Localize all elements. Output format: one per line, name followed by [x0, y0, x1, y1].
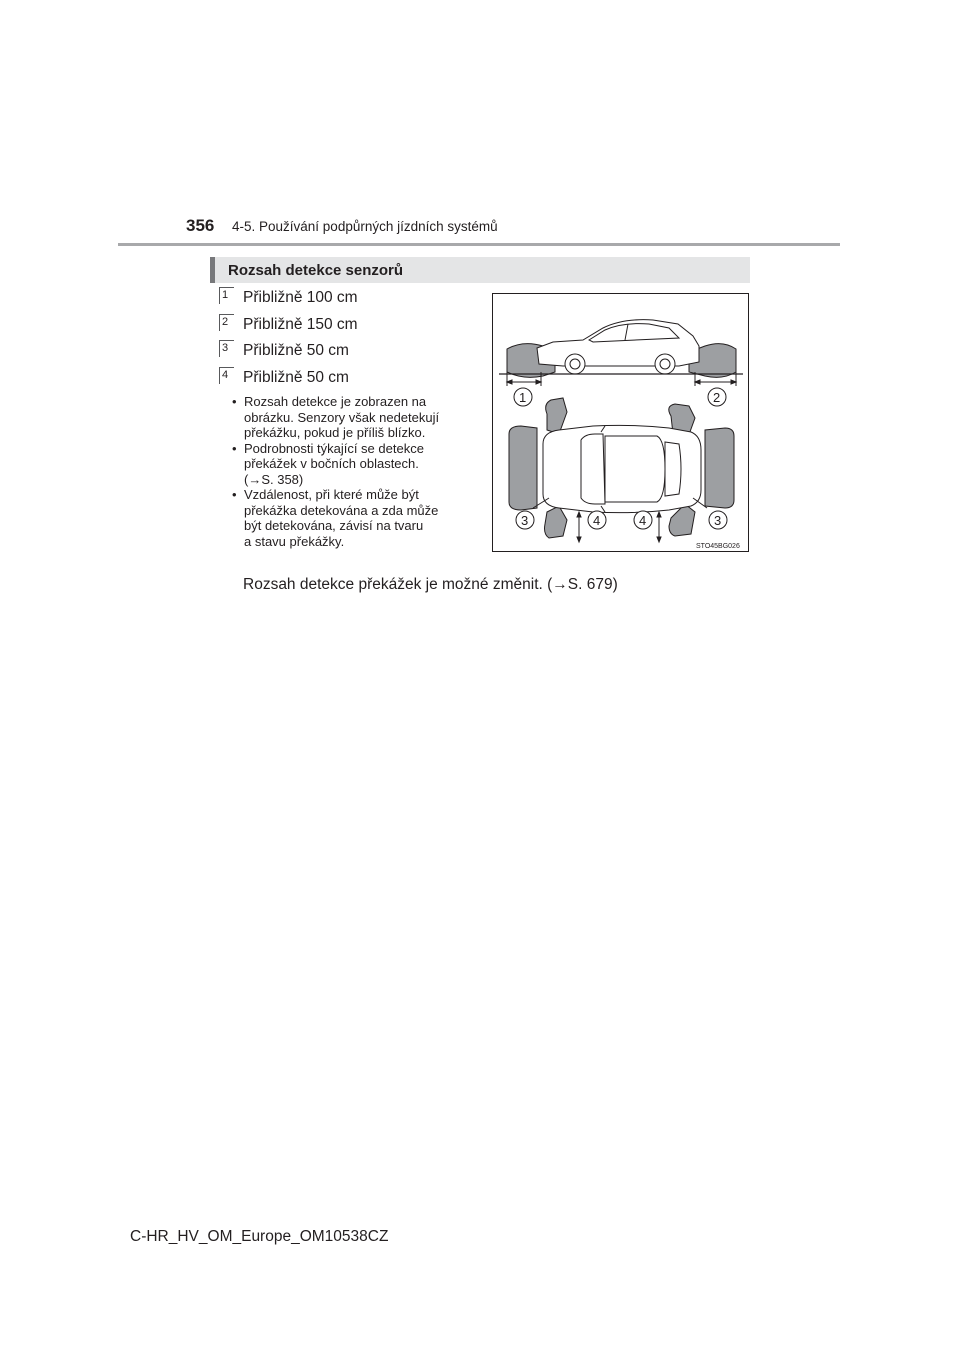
figure-code: STO45BG026 [696, 543, 740, 550]
front-wheel [565, 354, 585, 374]
top-view-car [509, 398, 734, 542]
item-text: Přibližně 50 cm [243, 369, 349, 386]
item-text: Přibližně 50 cm [243, 342, 349, 359]
note-line: a stavu překážky. [244, 533, 345, 549]
front-zone [509, 426, 537, 510]
side-view-car [499, 320, 743, 386]
notes-list [230, 394, 465, 549]
section-title: Rozsah detekce senzorů [228, 262, 404, 279]
document-id: C-HR_HV_OM_Europe_OM10538CZ [130, 1228, 389, 1245]
note-line: Vzdálenost, při které může být [244, 487, 419, 502]
note-line: Rozsah detekce je zobrazen na [244, 394, 427, 409]
note-line: být detekována, závisí na tvaru [244, 518, 424, 533]
front-right-corner-zone [545, 506, 568, 538]
note-bullet [230, 441, 465, 488]
note-line: Podrobnosti týkající se detekce [244, 440, 424, 456]
side-car-body [537, 320, 699, 366]
callout-label: 1 [519, 390, 527, 405]
chapter-title: 4-5. Používání podpůrných jízdních systémů [232, 219, 498, 234]
item-text: Přibližně 100 cm [243, 289, 358, 306]
note-bullet [230, 487, 465, 549]
sensor-range-figure [492, 293, 749, 552]
rear-wheel [655, 354, 675, 374]
callout-label: 3 [714, 513, 722, 528]
rear-zone [705, 428, 734, 508]
item-number: 3 [219, 340, 234, 357]
sensor-diagram [493, 294, 750, 553]
note-bullet [230, 394, 465, 441]
page-number: 356 [186, 216, 215, 235]
section-heading-bar [210, 257, 750, 283]
note-line: překážek v bočních oblastech. [244, 456, 419, 471]
front-left-corner-zone [546, 398, 567, 434]
item-text: Přibližně 150 cm [243, 316, 358, 333]
item-number: 2 [219, 314, 234, 331]
callout-label: 4 [593, 513, 601, 528]
item-number: 1 [219, 287, 234, 304]
item-number: 4 [219, 367, 234, 384]
note-line: překážku, pokud je příliš blízko. [244, 425, 426, 440]
note-line: obrázku. Senzory však nedetekují [244, 409, 440, 425]
adjustment-note: Rozsah detekce překážek je možné změnit. (→S. 679) [243, 576, 618, 593]
callout-label: 2 [713, 390, 721, 405]
note-line: překážka detekována a zda může [244, 502, 439, 518]
header-rule [118, 243, 840, 246]
note-line: (→S. 358) [244, 471, 304, 487]
top-car-body [543, 425, 701, 512]
callout-label: 4 [639, 513, 647, 528]
callout-label: 3 [521, 513, 529, 528]
